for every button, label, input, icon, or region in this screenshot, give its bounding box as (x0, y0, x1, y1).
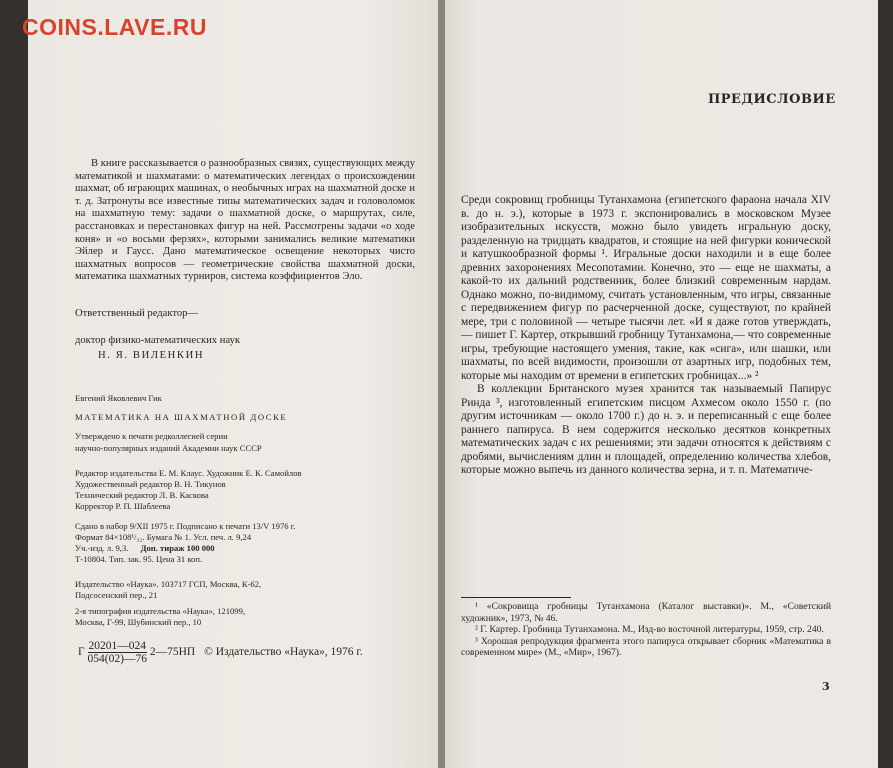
editor-label: Ответственный редактор— (75, 308, 199, 319)
book-title: МАТЕМАТИКА НА ШАХМАТНОЙ ДОСКЕ (75, 412, 288, 422)
preface-paragraph-1: Среди сокровищ гробницы Тутанхамона (египетского фараона начала XIV в. до н. э.), которые в 1973 г. экспонировались в московском Музее изобразительных искусств, можно было увидеть игральную доску, разделенную на тридцать квадратов, и стоящие на ней фигурки конической и катушкообразной формы ¹. Игральные доски находили и в еще более древних захоронениях Месопотамии. Конечно, это — еще не шахматы, а какой-то их дальний родственник, более близкий современным нардам. Однако можно, по-видимому, считать установленным, что игры, связанные с передвижением фигур по расчерченной доске, существуют, по крайней мере, три с половиной — четыре тысячи лет. «И я даже готов утверждать,— пишет Г. Картер, открывший гробницу Тутанхамона,— что современные игры, требующие настоящего умения, такие, как «сига», или шашки, или шахматы, по всей видимости, произошли от азартных игр, подобных тем, которые мы находим от времени в египетских гробницах...» ² (461, 194, 831, 382)
classification-code (78, 640, 363, 665)
code-prefix: Г (78, 646, 85, 659)
watermark: COINS.LAVE.RU (22, 14, 207, 40)
footnote-2: ² Г. Картер. Гробница Тутанхамона. М., Изд-во восточной литературы, 1959, стр. 240. (475, 624, 824, 636)
code-suffix: 2—75НП (149, 646, 196, 659)
copyright: © Издательство «Наука», 1976 г. (204, 646, 363, 659)
print-line-3 (75, 543, 215, 554)
publisher-line-2: Подсосенский пер., 21 (75, 590, 158, 600)
credits-line-3: Технический редактор Л. В. Каскова (75, 490, 209, 500)
page-title: ПРЕДИСЛОВИЕ (708, 92, 836, 107)
editor-name: Н. Я. ВИЛЕНКИН (98, 350, 205, 361)
footnote-rule (461, 597, 571, 598)
preface-body (461, 194, 831, 478)
footnotes (461, 601, 831, 659)
print-line-3a: Уч.-изд. л. 9,3. (75, 543, 129, 553)
print-line-1: Сдано в набор 9/XII 1975 г. Подписано к печати 13/V 1976 г. (75, 521, 296, 531)
approved-line-1: Утверждено к печати редколлегией серии (75, 431, 228, 441)
publisher-line-1: Издательство «Наука». 103717 ГСП, Москва, К-62, (75, 579, 262, 589)
book-annotation: В книге рассказывается о разнообразных связях, существующих между математикой и шахматами: о математических легендах о происхождении шахмат, об играющих машинах, о необычных играх на шахматной доске и т. д. Затронуты все известные типы математических задач и головоломок на шахматную тему: задачи о шахматной доске, о маршрутах, силе, расстановках и перестановках фигур на ней. Рассмотрены задачи «о ходе коня» и «о восьми ферзях», которыми занимались великие математики Эйлер и Гаусс. Дано математическое освещение некоторых чисто шахматных вопросов — геометрические свойства шахматной доски, математика шахматных турниров, система коэффициентов Эло. (75, 158, 415, 283)
page-number: 3 (822, 680, 830, 693)
print-run: Доп. тираж 100 000 (140, 543, 215, 553)
author-name: Евгений Яковлевич Гик (75, 393, 162, 403)
code-top: 20201—024 (88, 640, 146, 652)
preface-paragraph-2: В коллекции Британского музея хранится так называемый Папирус Ринда ³, изготовленный египетским писцом Ахмесом около 1550 г. (по другим источникам — около 1700 г.) до н. э. и переписанный с еще более раннего папируса. В нем содержится несколько десятков конкретных математических задач с их решениями; эти задачи относятся к действиям с дробями, вычислениям длин и площадей, определению количества хлебов, которые можно выпечь из данного количества зерна, и т. п. Математиче- (461, 383, 831, 476)
credits-line-4: Корректор Р. П. Шаблеева (75, 501, 171, 511)
credits-line-1: Редактор издательства Е. М. Клаус. Художник Е. К. Самойлов (75, 468, 302, 478)
footnote-1: ¹ «Сокровища гробницы Тутанхамона (Каталог выставки)». М., «Советский художник», 1973, № 46. (461, 601, 831, 624)
printer-line-2: Москва, Г-99, Шубинский пер., 10 (75, 617, 202, 627)
printer-line-1: 2-я типография издательства «Наука», 121099, (75, 606, 246, 616)
code-fraction (88, 640, 147, 665)
footnote-3: ³ Хорошая репродукция фрагмента этого папируса открывает сборник «Математика в современном мире» (М., «Мир», 1967). (461, 635, 831, 659)
print-line-4: Т-10804. Тип. зак. 95. Цена 31 коп. (75, 554, 203, 564)
code-bottom: 054(02)—76 (87, 653, 147, 665)
credits-line-2: Художественный редактор В. Н. Тикунов (75, 479, 226, 489)
editor-title: доктор физико-математических наук (75, 335, 241, 346)
print-line-2: Формат 84×108¹/₃₂. Бумага № 1. Усл. печ. л. 9,24 (75, 532, 252, 542)
approved-line-2: научно-популярных изданий Академии наук СССР (75, 443, 262, 453)
